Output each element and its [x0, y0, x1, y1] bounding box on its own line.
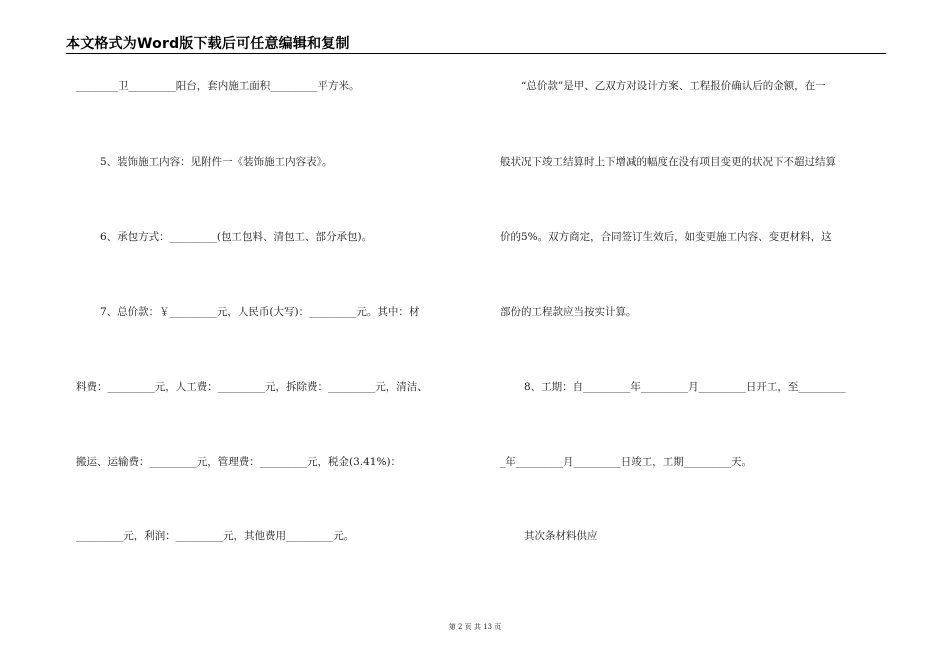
right-column	[497, 0, 887, 672]
left-line-6: 搬运、运输费：_________元，管理费：_________元，税金(3.41%)：	[76, 456, 402, 468]
left-column	[76, 0, 476, 672]
right-line-5: 8、工期：自_________年_________月_________日开工，至_________	[524, 381, 846, 393]
left-line-1: ________卫_________阳台，套内施工面积_________平方米。	[76, 80, 360, 92]
page-number-footer: 第 2 页 共 13 页	[448, 623, 502, 631]
right-line-6: _年_________月_________日竣工，工期_________天。	[500, 456, 752, 468]
left-line-3: 6、承包方式：_________(包工包料、清包工、部分承包)。	[100, 231, 373, 243]
left-line-4: 7、总价款：￥_________元，人民币(大写)：_________元。其中：材	[100, 306, 420, 318]
right-line-2: 般状况下竣工结算时上下增减的幅度在没有项目变更的状况下不超过结算	[500, 156, 836, 168]
header-title: 本文格式为Word版下载后可任意编辑和复制	[66, 36, 350, 52]
left-line-7: _________元，利润：_________元，其他费用_________元。	[76, 530, 355, 542]
right-line-4: 部份的工程款应当按实计算。	[500, 306, 637, 318]
right-line-7: 其次条材料供应	[524, 530, 598, 542]
left-line-5: 料费：_________元，人工费：_________元，拆除费：_________元，清洁、	[76, 381, 428, 393]
right-line-3: 价的5%。双方商定，合同签订生效后，如变更施工内容、变更材料，这	[500, 231, 832, 243]
right-line-1: “总价款”是甲、乙双方对设计方案、工程报价确认后的金额，在一	[521, 80, 826, 92]
left-line-2: 5、装饰施工内容：见附件一《装饰施工内容表》。	[100, 156, 333, 168]
